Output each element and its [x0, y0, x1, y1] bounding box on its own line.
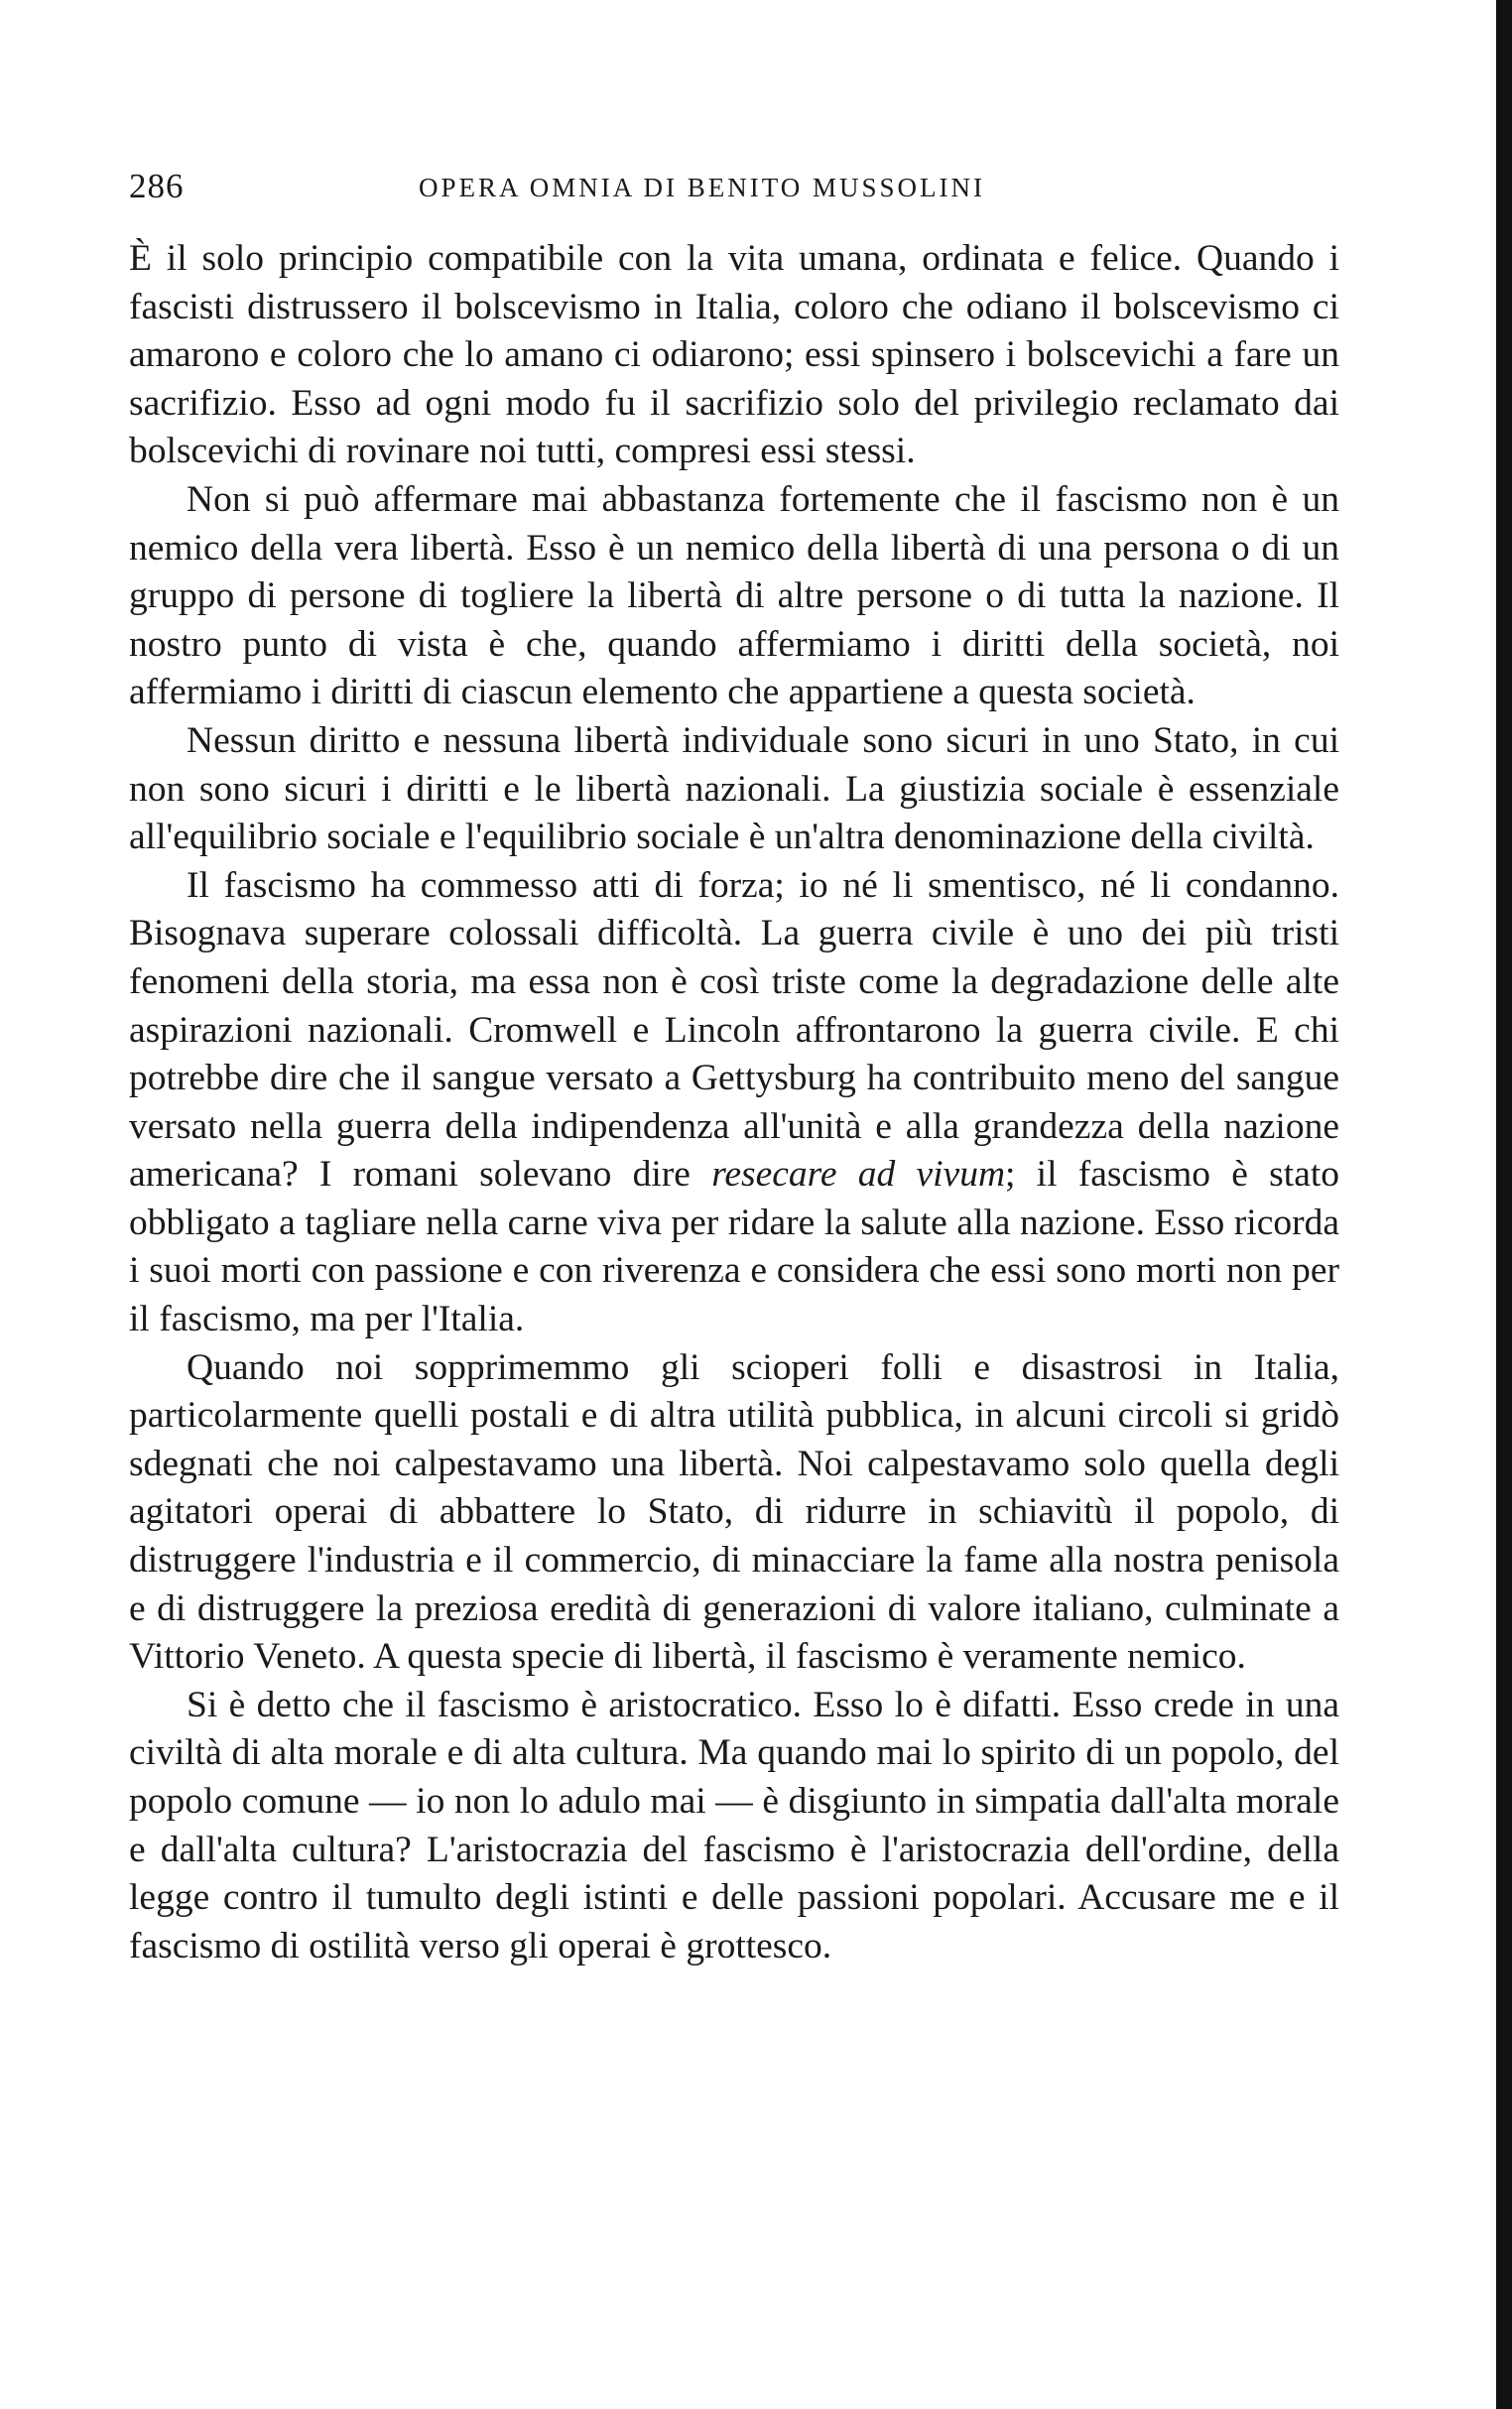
running-title: OPERA OMNIA DI BENITO MUSSOLINI [419, 173, 986, 202]
paragraph-4 [129, 862, 1339, 1344]
page-header [129, 167, 1349, 216]
paragraph-4-part-1: Il fascismo ha commesso atti di forza; io né li smentisco, né li condanno. Bisognava superare colossali difficoltà. La guerra civile è uno dei più tristi fenomeni della storia, ma essa non è così triste come la degradazione delle alte aspirazioni nazionali. Cromwell e Lincoln affrontarono la guerra civile. E chi potrebbe dire che il sangue versato a Gettysburg ha contribuito meno del sangue versato nella guerra della indipendenza all'unità e alla grandezza della nazione americana? I romani solevano dire [129, 864, 1339, 1196]
latin-phrase: resecare ad vivum [711, 1154, 1006, 1196]
page-edge-shadow [1496, 0, 1512, 2409]
page-number: 286 [129, 167, 185, 205]
paragraph-1: È il solo principio compatibile con la vita umana, ordinata e felice. Quando i fascisti distrussero il bolscevismo in Italia, coloro che odiano il bolscevismo ci amarono e coloro che lo amano ci odiarono; essi spinsero i bolscevichi a fare un sacrifizio. Esso ad ogni modo fu il sacrifizio solo del privilegio reclamato dai bolscevichi di rovinare noi tutti, compresi essi stessi. [129, 238, 1339, 472]
body-text [129, 235, 1339, 1970]
paragraph-4-part-2: ; il fascismo è stato obbligato a tagliare nella carne viva per ridare la salute alla nazione. Esso ricorda i suoi morti con passione e con riverenza e considera che essi sono morti non per il fascismo, ma per l'Italia. [129, 1154, 1340, 1340]
paragraph-5: Quando noi sopprimemmo gli scioperi folli e disastrosi in Italia, particolarmente quelli postali e di altra utilità pubblica, in alcuni circoli si gridò sdegnati che noi calpestavamo una libertà. Noi calpestavamo solo quella degli agitatori operai di abbattere lo Stato, di ridurre in schiavitù il popolo, di distruggere l'industria e il commercio, di minacciare la fame alla nostra penisola e di distruggere la preziosa eredità di generazioni di valore italiano, culminate a Vittorio Veneto. A questa specie di libertà, il fascismo è veramente nemico. [129, 1346, 1339, 1678]
paragraph-2: Non si può affermare mai abbastanza fortemente che il fascismo non è un nemico della vera libertà. Esso è un nemico della libertà di una persona o di un gruppo di persone di togliere la libertà di altre persone o di tutta la nazione. Il nostro punto di vista è che, quando affermiamo i diritti della società, noi affermiamo i diritti di ciascun elemento che appartiene a questa società. [129, 478, 1339, 713]
paragraph-3: Nessun diritto e nessuna libertà individuale sono sicuri in uno Stato, in cui non sono sicuri i diritti e le libertà nazionali. La giustizia sociale è essenziale all'equilibrio sociale e l'equilibrio sociale è un'altra denominazione della civiltà. [129, 719, 1339, 858]
paragraph-6: Si è detto che il fascismo è aristocratico. Esso lo è difatti. Esso crede in una civiltà di alta morale e di alta cultura. Ma quando mai lo spirito di un popolo, del popolo comune — io non lo adulo mai — è disgiunto in simpatia dall'alta morale e dall'alta cultura? L'aristocrazia del fascismo è l'aristocrazia dell'ordine, della legge contro il tumulto degli istinti e delle passioni popolari. Accusare me e il fascismo di ostilità verso gli operai è grottesco. [129, 1684, 1339, 1966]
